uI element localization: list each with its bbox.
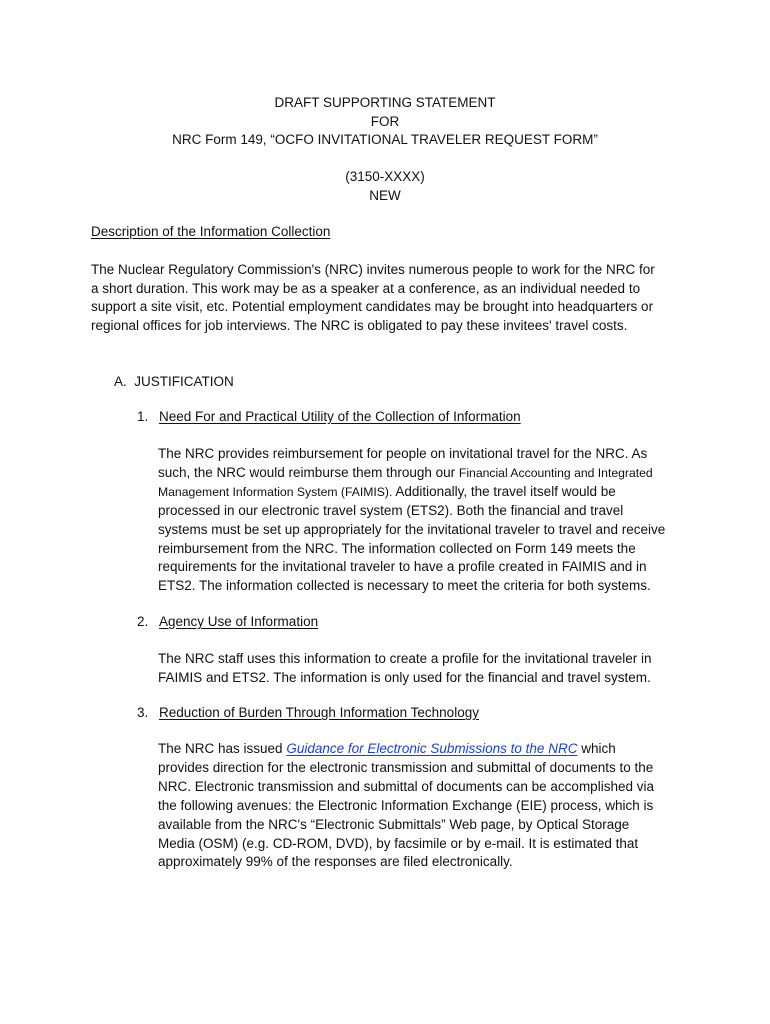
item-number: 3. [137,705,149,720]
text-line: systems must be set up appropriately for the invitational traveler to travel and receive [158,521,666,537]
text-line: The NRC provides reimbursement for people on invitational travel for the NRC. As [158,446,648,461]
text-line [158,464,698,483]
text-line [158,483,698,502]
text-line: FAIMIS and ETS2. The information is only used for the financial and travel system. [158,669,651,685]
text-segment: which [577,741,616,756]
description-heading: Description of the Information Collection [91,224,331,239]
text-line: approximately 99% of the responses are filed electronically. [158,854,513,870]
item-1-heading [137,409,521,424]
text-line: processed in our electronic travel system (ETS2). Both the financial and travel [158,502,624,518]
text-segment: Additionally, the travel itself would be [392,483,616,499]
omb-number: (3150-XXXX) [345,169,425,184]
text-segment: such, the NRC would reimburse them through our [158,464,459,480]
text-line: reimbursement from the NRC. The information collected on Form 149 meets the [158,540,636,556]
document-code-block [0,168,770,205]
text-segment: Management Information System (FAIMIS). [158,484,393,499]
item-title: Need For and Practical Utility of the Collection of Information [159,409,521,424]
text-line: ETS2. The information collected is necessary to meet the criteria for both systems. [158,578,651,594]
text-line: provides direction for the electronic transmission and submittal of documents to the [158,759,654,775]
item-title: Agency Use of Information [159,614,319,629]
text-line: a short duration. This work may be as a speaker at a conference, as an individual needed to [91,280,641,296]
text-line: Media (OSM) (e.g. CD-ROM, DVD), by facsimile or by e-mail. It is estimated that [158,835,639,851]
guidance-link[interactable]: Guidance for Electronic Submissions to the NRC [286,741,578,756]
section-a-title: JUSTIFICATION [134,374,234,389]
description-paragraph [91,261,691,335]
text-line: regional offices for job interviews. The NRC is obligated to pay these invitees' travel costs. [91,317,628,333]
text-segment: The NRC has issued [158,741,287,756]
item-2-paragraph [158,650,698,688]
section-a-label: A. [114,374,127,389]
text-line: NRC. Electronic transmission and submittal of documents can be accomplished via [158,778,654,794]
section-a-heading [114,374,234,389]
collection-status: NEW [369,187,401,203]
item-number: 1. [137,409,149,424]
header-for: FOR [370,113,400,129]
item-title: Reduction of Burden Through Information Technology [159,705,479,720]
text-line [158,740,698,759]
text-line: The NRC staff uses this information to create a profile for the invitational traveler in [158,651,652,666]
text-line: requirements for the invitational traveler to have a profile created in FAIMIS and in [158,559,647,575]
item-3-heading [137,705,479,720]
item-2-heading [137,614,318,629]
header-form-name: NRC Form 149, “OCFO INVITATIONAL TRAVELER REQUEST FORM” [172,132,598,148]
text-segment: Financial Accounting and Integrated [458,465,653,480]
text-line: support a site visit, etc. Potential employment candidates may be brought into headquarters or [91,299,654,315]
item-1-paragraph [158,445,698,596]
item-number: 2. [137,614,149,629]
text-line: the following avenues: the Electronic Information Exchange (EIE) process, which is [158,797,654,813]
text-line: The Nuclear Regulatory Commission's (NRC) invites numerous people to work for the NRC for [91,262,655,277]
header-title: DRAFT SUPPORTING STATEMENT [274,95,496,110]
text-line: available from the NRC's “Electronic Submittals” Web page, by Optical Storage [158,816,630,832]
item-3-paragraph [158,740,698,872]
document-header [0,94,770,150]
